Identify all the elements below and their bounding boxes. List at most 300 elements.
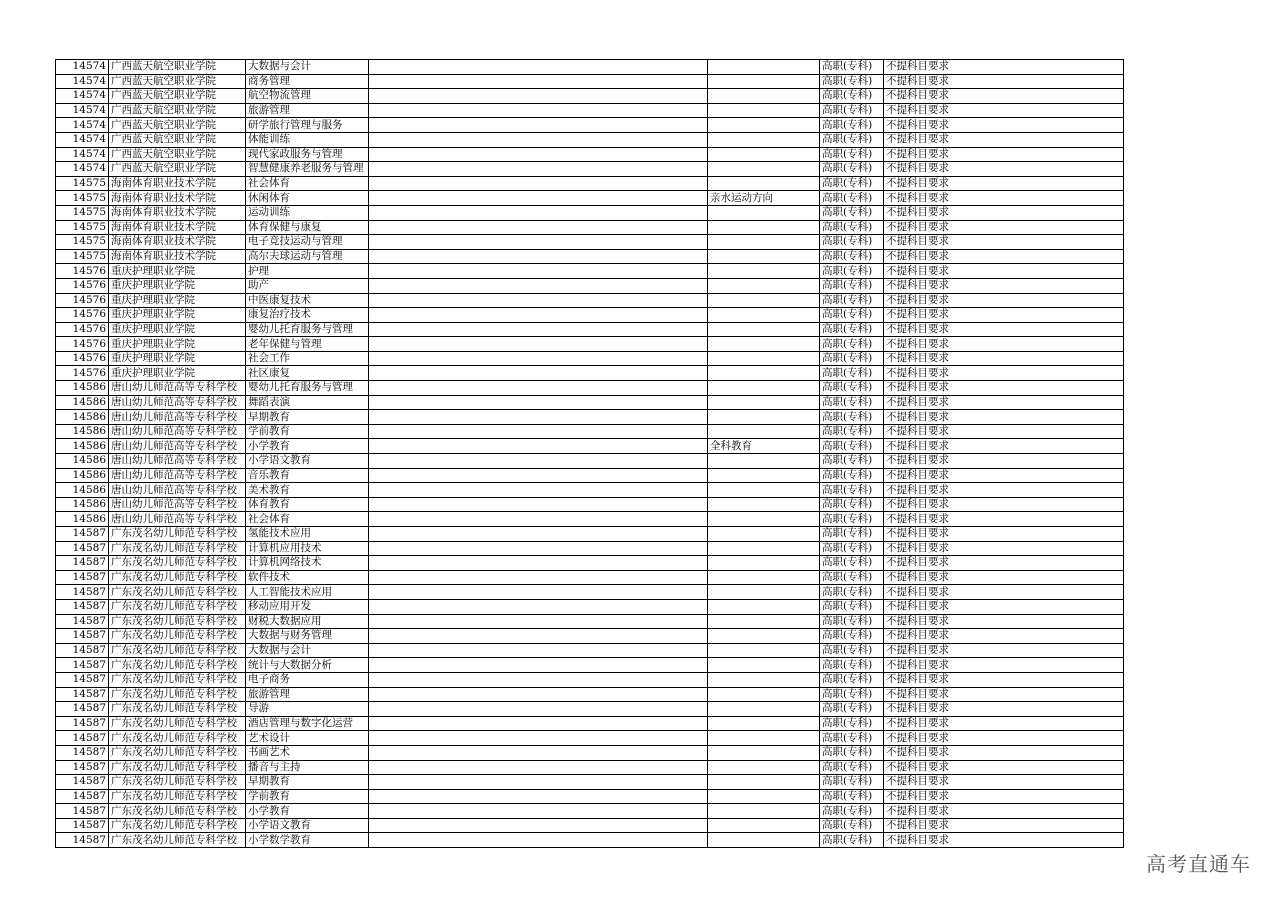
school-name-cell: 广东茂名幼儿师范专科学校 <box>109 570 246 585</box>
major-name-cell: 早期教育 <box>246 775 369 790</box>
table-row <box>56 687 1124 702</box>
table-row <box>56 424 1124 439</box>
major-direction-cell <box>708 556 820 571</box>
level-cell: 高职(专科) <box>820 658 884 673</box>
major-name-cell: 电子商务 <box>246 672 369 687</box>
major-name-cell: 美术教育 <box>246 483 369 498</box>
subject-requirement-cell: 不提科目要求 <box>884 264 1124 279</box>
subject-requirement-cell: 不提科目要求 <box>884 716 1124 731</box>
level-cell: 高职(专科) <box>820 162 884 177</box>
blank-cell <box>369 570 708 585</box>
subject-requirement-cell: 不提科目要求 <box>884 278 1124 293</box>
major-name-cell: 酒店管理与数字化运营 <box>246 716 369 731</box>
table-row <box>56 103 1124 118</box>
blank-cell <box>369 220 708 235</box>
level-cell: 高职(专科) <box>820 103 884 118</box>
subject-requirement-cell: 不提科目要求 <box>884 235 1124 250</box>
subject-requirement-cell: 不提科目要求 <box>884 249 1124 264</box>
subject-requirement-cell: 不提科目要求 <box>884 147 1124 162</box>
major-name-cell: 社区康复 <box>246 366 369 381</box>
school-name-cell: 唐山幼儿师范高等专科学校 <box>109 454 246 469</box>
blank-cell <box>369 74 708 89</box>
table-row <box>56 220 1124 235</box>
school-name-cell: 广东茂名幼儿师范专科学校 <box>109 629 246 644</box>
level-cell: 高职(专科) <box>820 439 884 454</box>
major-direction-cell: 亲水运动方向 <box>708 191 820 206</box>
blank-cell <box>369 643 708 658</box>
level-cell: 高职(专科) <box>820 745 884 760</box>
major-name-cell: 播音与主持 <box>246 760 369 775</box>
subject-requirement-cell: 不提科目要求 <box>884 410 1124 425</box>
table-row <box>56 658 1124 673</box>
major-direction-cell <box>708 497 820 512</box>
level-cell: 高职(专科) <box>820 702 884 717</box>
blank-cell <box>369 264 708 279</box>
table-row <box>56 351 1124 366</box>
level-cell: 高职(专科) <box>820 570 884 585</box>
school-name-cell: 唐山幼儿师范高等专科学校 <box>109 483 246 498</box>
major-direction-cell <box>708 60 820 75</box>
school-code-cell: 14574 <box>56 132 109 147</box>
level-cell: 高职(专科) <box>820 497 884 512</box>
table-row <box>56 468 1124 483</box>
blank-cell <box>369 760 708 775</box>
school-name-cell: 海南体育职业技术学院 <box>109 220 246 235</box>
level-cell: 高职(专科) <box>820 89 884 104</box>
school-name-cell: 重庆护理职业学院 <box>109 351 246 366</box>
major-name-cell: 财税大数据应用 <box>246 614 369 629</box>
table-row <box>56 147 1124 162</box>
level-cell: 高职(专科) <box>820 366 884 381</box>
level-cell: 高职(专科) <box>820 147 884 162</box>
school-code-cell: 14587 <box>56 541 109 556</box>
level-cell: 高职(专科) <box>820 191 884 206</box>
major-name-cell: 电子竞技运动与管理 <box>246 235 369 250</box>
school-name-cell: 唐山幼儿师范高等专科学校 <box>109 410 246 425</box>
school-code-cell: 14574 <box>56 118 109 133</box>
subject-requirement-cell: 不提科目要求 <box>884 176 1124 191</box>
school-name-cell: 广东茂名幼儿师范专科学校 <box>109 818 246 833</box>
major-name-cell: 中医康复技术 <box>246 293 369 308</box>
major-direction-cell <box>708 322 820 337</box>
blank-cell <box>369 629 708 644</box>
major-name-cell: 导游 <box>246 702 369 717</box>
school-name-cell: 唐山幼儿师范高等专科学校 <box>109 497 246 512</box>
table-row <box>56 191 1124 206</box>
subject-requirement-cell: 不提科目要求 <box>884 760 1124 775</box>
blank-cell <box>369 745 708 760</box>
major-direction-cell <box>708 629 820 644</box>
level-cell: 高职(专科) <box>820 424 884 439</box>
level-cell: 高职(专科) <box>820 74 884 89</box>
major-direction-cell <box>708 278 820 293</box>
major-direction-cell <box>708 147 820 162</box>
subject-requirement-cell: 不提科目要求 <box>884 162 1124 177</box>
school-code-cell: 14586 <box>56 454 109 469</box>
blank-cell <box>369 176 708 191</box>
school-code-cell: 14587 <box>56 804 109 819</box>
blank-cell <box>369 804 708 819</box>
subject-requirement-cell: 不提科目要求 <box>884 658 1124 673</box>
blank-cell <box>369 410 708 425</box>
subject-requirement-cell: 不提科目要求 <box>884 132 1124 147</box>
subject-requirement-cell: 不提科目要求 <box>884 614 1124 629</box>
table-row <box>56 337 1124 352</box>
subject-requirement-cell: 不提科目要求 <box>884 702 1124 717</box>
major-direction-cell <box>708 132 820 147</box>
subject-requirement-cell: 不提科目要求 <box>884 541 1124 556</box>
level-cell: 高职(专科) <box>820 264 884 279</box>
blank-cell <box>369 162 708 177</box>
major-name-cell: 休闲体育 <box>246 191 369 206</box>
level-cell: 高职(专科) <box>820 585 884 600</box>
subject-requirement-cell: 不提科目要求 <box>884 629 1124 644</box>
major-direction-cell <box>708 308 820 323</box>
subject-requirement-cell: 不提科目要求 <box>884 454 1124 469</box>
major-direction-cell <box>708 716 820 731</box>
school-name-cell: 广东茂名幼儿师范专科学校 <box>109 658 246 673</box>
school-name-cell: 海南体育职业技术学院 <box>109 249 246 264</box>
blank-cell <box>369 249 708 264</box>
subject-requirement-cell: 不提科目要求 <box>884 351 1124 366</box>
level-cell: 高职(专科) <box>820 672 884 687</box>
subject-requirement-cell: 不提科目要求 <box>884 337 1124 352</box>
table-row <box>56 293 1124 308</box>
school-name-cell: 重庆护理职业学院 <box>109 337 246 352</box>
school-name-cell: 唐山幼儿师范高等专科学校 <box>109 381 246 396</box>
major-direction-cell <box>708 643 820 658</box>
subject-requirement-cell: 不提科目要求 <box>884 468 1124 483</box>
blank-cell <box>369 308 708 323</box>
subject-requirement-cell: 不提科目要求 <box>884 497 1124 512</box>
major-name-cell: 旅游管理 <box>246 103 369 118</box>
major-name-cell: 计算机网络技术 <box>246 556 369 571</box>
level-cell: 高职(专科) <box>820 381 884 396</box>
school-name-cell: 重庆护理职业学院 <box>109 366 246 381</box>
major-direction-cell <box>708 454 820 469</box>
table-row <box>56 278 1124 293</box>
level-cell: 高职(专科) <box>820 278 884 293</box>
school-code-cell: 14587 <box>56 570 109 585</box>
school-name-cell: 广东茂名幼儿师范专科学校 <box>109 599 246 614</box>
major-direction-cell <box>708 585 820 600</box>
school-name-cell: 海南体育职业技术学院 <box>109 235 246 250</box>
major-name-cell: 研学旅行管理与服务 <box>246 118 369 133</box>
school-name-cell: 广东茂名幼儿师范专科学校 <box>109 687 246 702</box>
school-name-cell: 广东茂名幼儿师范专科学校 <box>109 585 246 600</box>
level-cell: 高职(专科) <box>820 60 884 75</box>
blank-cell <box>369 789 708 804</box>
school-name-cell: 重庆护理职业学院 <box>109 322 246 337</box>
level-cell: 高职(专科) <box>820 322 884 337</box>
school-code-cell: 14574 <box>56 60 109 75</box>
school-code-cell: 14586 <box>56 439 109 454</box>
major-direction-cell <box>708 264 820 279</box>
blank-cell <box>369 381 708 396</box>
major-direction-cell <box>708 672 820 687</box>
table-row <box>56 249 1124 264</box>
blank-cell <box>369 556 708 571</box>
subject-requirement-cell: 不提科目要求 <box>884 789 1124 804</box>
blank-cell <box>369 293 708 308</box>
major-direction-cell <box>708 337 820 352</box>
major-name-cell: 航空物流管理 <box>246 89 369 104</box>
blank-cell <box>369 147 708 162</box>
major-direction-cell <box>708 614 820 629</box>
school-name-cell: 重庆护理职业学院 <box>109 308 246 323</box>
school-code-cell: 14587 <box>56 629 109 644</box>
major-name-cell: 人工智能技术应用 <box>246 585 369 600</box>
subject-requirement-cell: 不提科目要求 <box>884 833 1124 848</box>
level-cell: 高职(专科) <box>820 249 884 264</box>
table-row <box>56 483 1124 498</box>
major-name-cell: 艺术设计 <box>246 731 369 746</box>
major-name-cell: 小学语文教育 <box>246 454 369 469</box>
school-code-cell: 14575 <box>56 176 109 191</box>
school-code-cell: 14587 <box>56 745 109 760</box>
level-cell: 高职(专科) <box>820 337 884 352</box>
school-name-cell: 广西蓝天航空职业学院 <box>109 103 246 118</box>
table-row <box>56 176 1124 191</box>
level-cell: 高职(专科) <box>820 731 884 746</box>
school-name-cell: 广东茂名幼儿师范专科学校 <box>109 672 246 687</box>
blank-cell <box>369 687 708 702</box>
major-direction-cell <box>708 220 820 235</box>
major-name-cell: 学前教育 <box>246 789 369 804</box>
major-name-cell: 高尔夫球运动与管理 <box>246 249 369 264</box>
table-row <box>56 556 1124 571</box>
school-name-cell: 唐山幼儿师范高等专科学校 <box>109 512 246 527</box>
school-name-cell: 重庆护理职业学院 <box>109 264 246 279</box>
school-code-cell: 14587 <box>56 687 109 702</box>
school-name-cell: 重庆护理职业学院 <box>109 293 246 308</box>
table-row <box>56 643 1124 658</box>
blank-cell <box>369 366 708 381</box>
blank-cell <box>369 235 708 250</box>
major-direction-cell <box>708 205 820 220</box>
school-name-cell: 海南体育职业技术学院 <box>109 205 246 220</box>
blank-cell <box>369 89 708 104</box>
table-row <box>56 89 1124 104</box>
table-row <box>56 512 1124 527</box>
table-row <box>56 745 1124 760</box>
major-name-cell: 婴幼儿托育服务与管理 <box>246 322 369 337</box>
school-name-cell: 广西蓝天航空职业学院 <box>109 74 246 89</box>
table-row <box>56 541 1124 556</box>
school-code-cell: 14587 <box>56 672 109 687</box>
blank-cell <box>369 541 708 556</box>
school-name-cell: 海南体育职业技术学院 <box>109 191 246 206</box>
school-name-cell: 广东茂名幼儿师范专科学校 <box>109 716 246 731</box>
level-cell: 高职(专科) <box>820 541 884 556</box>
major-name-cell: 书画艺术 <box>246 745 369 760</box>
table-row <box>56 775 1124 790</box>
major-name-cell: 大数据与会计 <box>246 60 369 75</box>
major-name-cell: 大数据与财务管理 <box>246 629 369 644</box>
subject-requirement-cell: 不提科目要求 <box>884 89 1124 104</box>
level-cell: 高职(专科) <box>820 629 884 644</box>
school-name-cell: 唐山幼儿师范高等专科学校 <box>109 439 246 454</box>
subject-requirement-cell: 不提科目要求 <box>884 804 1124 819</box>
level-cell: 高职(专科) <box>820 308 884 323</box>
table-row <box>56 74 1124 89</box>
major-direction-cell <box>708 818 820 833</box>
major-name-cell: 体能训练 <box>246 132 369 147</box>
school-code-cell: 14575 <box>56 249 109 264</box>
blank-cell <box>369 439 708 454</box>
level-cell: 高职(专科) <box>820 599 884 614</box>
level-cell: 高职(专科) <box>820 118 884 133</box>
major-direction-cell <box>708 687 820 702</box>
table-row <box>56 497 1124 512</box>
major-direction-cell <box>708 745 820 760</box>
table-row <box>56 833 1124 848</box>
table-row <box>56 804 1124 819</box>
school-code-cell: 14587 <box>56 833 109 848</box>
table-row <box>56 366 1124 381</box>
table-row <box>56 118 1124 133</box>
major-direction-cell <box>708 366 820 381</box>
table-row <box>56 818 1124 833</box>
major-direction-cell <box>708 293 820 308</box>
level-cell: 高职(专科) <box>820 454 884 469</box>
blank-cell <box>369 702 708 717</box>
level-cell: 高职(专科) <box>820 483 884 498</box>
table-row <box>56 205 1124 220</box>
school-code-cell: 14575 <box>56 205 109 220</box>
major-name-cell: 音乐教育 <box>246 468 369 483</box>
subject-requirement-cell: 不提科目要求 <box>884 687 1124 702</box>
blank-cell <box>369 454 708 469</box>
major-name-cell: 康复治疗技术 <box>246 308 369 323</box>
level-cell: 高职(专科) <box>820 556 884 571</box>
subject-requirement-cell: 不提科目要求 <box>884 74 1124 89</box>
school-name-cell: 广东茂名幼儿师范专科学校 <box>109 745 246 760</box>
major-direction-cell <box>708 599 820 614</box>
school-code-cell: 14575 <box>56 235 109 250</box>
major-direction-cell <box>708 570 820 585</box>
table-row <box>56 614 1124 629</box>
blank-cell <box>369 527 708 542</box>
blank-cell <box>369 775 708 790</box>
school-code-cell: 14587 <box>56 789 109 804</box>
major-name-cell: 社会工作 <box>246 351 369 366</box>
blank-cell <box>369 672 708 687</box>
school-name-cell: 广东茂名幼儿师范专科学校 <box>109 731 246 746</box>
enrollment-table <box>55 59 1124 848</box>
school-code-cell: 14587 <box>56 643 109 658</box>
subject-requirement-cell: 不提科目要求 <box>884 293 1124 308</box>
school-name-cell: 广东茂名幼儿师范专科学校 <box>109 804 246 819</box>
level-cell: 高职(专科) <box>820 789 884 804</box>
major-direction-cell <box>708 89 820 104</box>
school-code-cell: 14574 <box>56 103 109 118</box>
level-cell: 高职(专科) <box>820 687 884 702</box>
blank-cell <box>369 512 708 527</box>
school-name-cell: 唐山幼儿师范高等专科学校 <box>109 424 246 439</box>
school-code-cell: 14586 <box>56 468 109 483</box>
table-row <box>56 527 1124 542</box>
table-row <box>56 60 1124 75</box>
major-direction-cell <box>708 775 820 790</box>
subject-requirement-cell: 不提科目要求 <box>884 191 1124 206</box>
blank-cell <box>369 103 708 118</box>
blank-cell <box>369 483 708 498</box>
school-name-cell: 广西蓝天航空职业学院 <box>109 60 246 75</box>
major-name-cell: 统计与大数据分析 <box>246 658 369 673</box>
major-name-cell: 现代家政服务与管理 <box>246 147 369 162</box>
school-code-cell: 14587 <box>56 556 109 571</box>
school-code-cell: 14575 <box>56 220 109 235</box>
blank-cell <box>369 322 708 337</box>
subject-requirement-cell: 不提科目要求 <box>884 381 1124 396</box>
subject-requirement-cell: 不提科目要求 <box>884 439 1124 454</box>
blank-cell <box>369 833 708 848</box>
school-name-cell: 广西蓝天航空职业学院 <box>109 89 246 104</box>
school-code-cell: 14586 <box>56 497 109 512</box>
major-direction-cell <box>708 789 820 804</box>
table-row <box>56 672 1124 687</box>
major-direction-cell <box>708 527 820 542</box>
major-name-cell: 软件技术 <box>246 570 369 585</box>
level-cell: 高职(专科) <box>820 716 884 731</box>
major-name-cell: 计算机应用技术 <box>246 541 369 556</box>
major-name-cell: 商务管理 <box>246 74 369 89</box>
school-code-cell: 14587 <box>56 818 109 833</box>
table-row <box>56 570 1124 585</box>
major-name-cell: 社会体育 <box>246 176 369 191</box>
major-direction-cell <box>708 176 820 191</box>
subject-requirement-cell: 不提科目要求 <box>884 556 1124 571</box>
blank-cell <box>369 731 708 746</box>
school-code-cell: 14574 <box>56 89 109 104</box>
subject-requirement-cell: 不提科目要求 <box>884 366 1124 381</box>
school-code-cell: 14587 <box>56 775 109 790</box>
major-direction-cell <box>708 468 820 483</box>
subject-requirement-cell: 不提科目要求 <box>884 512 1124 527</box>
major-name-cell: 护理 <box>246 264 369 279</box>
blank-cell <box>369 468 708 483</box>
major-direction-cell <box>708 395 820 410</box>
level-cell: 高职(专科) <box>820 527 884 542</box>
school-name-cell: 广东茂名幼儿师范专科学校 <box>109 833 246 848</box>
school-code-cell: 14587 <box>56 599 109 614</box>
school-name-cell: 广东茂名幼儿师范专科学校 <box>109 556 246 571</box>
school-code-cell: 14576 <box>56 322 109 337</box>
table-row <box>56 264 1124 279</box>
table-row <box>56 132 1124 147</box>
table-row <box>56 308 1124 323</box>
subject-requirement-cell: 不提科目要求 <box>884 745 1124 760</box>
table-row <box>56 410 1124 425</box>
level-cell: 高职(专科) <box>820 132 884 147</box>
table-row <box>56 395 1124 410</box>
blank-cell <box>369 614 708 629</box>
school-code-cell: 14586 <box>56 410 109 425</box>
major-direction-cell <box>708 249 820 264</box>
school-code-cell: 14586 <box>56 381 109 396</box>
table-row <box>56 760 1124 775</box>
table-row <box>56 731 1124 746</box>
blank-cell <box>369 60 708 75</box>
blank-cell <box>369 497 708 512</box>
school-code-cell: 14576 <box>56 308 109 323</box>
level-cell: 高职(专科) <box>820 235 884 250</box>
major-direction-cell <box>708 74 820 89</box>
blank-cell <box>369 716 708 731</box>
school-code-cell: 14574 <box>56 147 109 162</box>
major-direction-cell <box>708 760 820 775</box>
